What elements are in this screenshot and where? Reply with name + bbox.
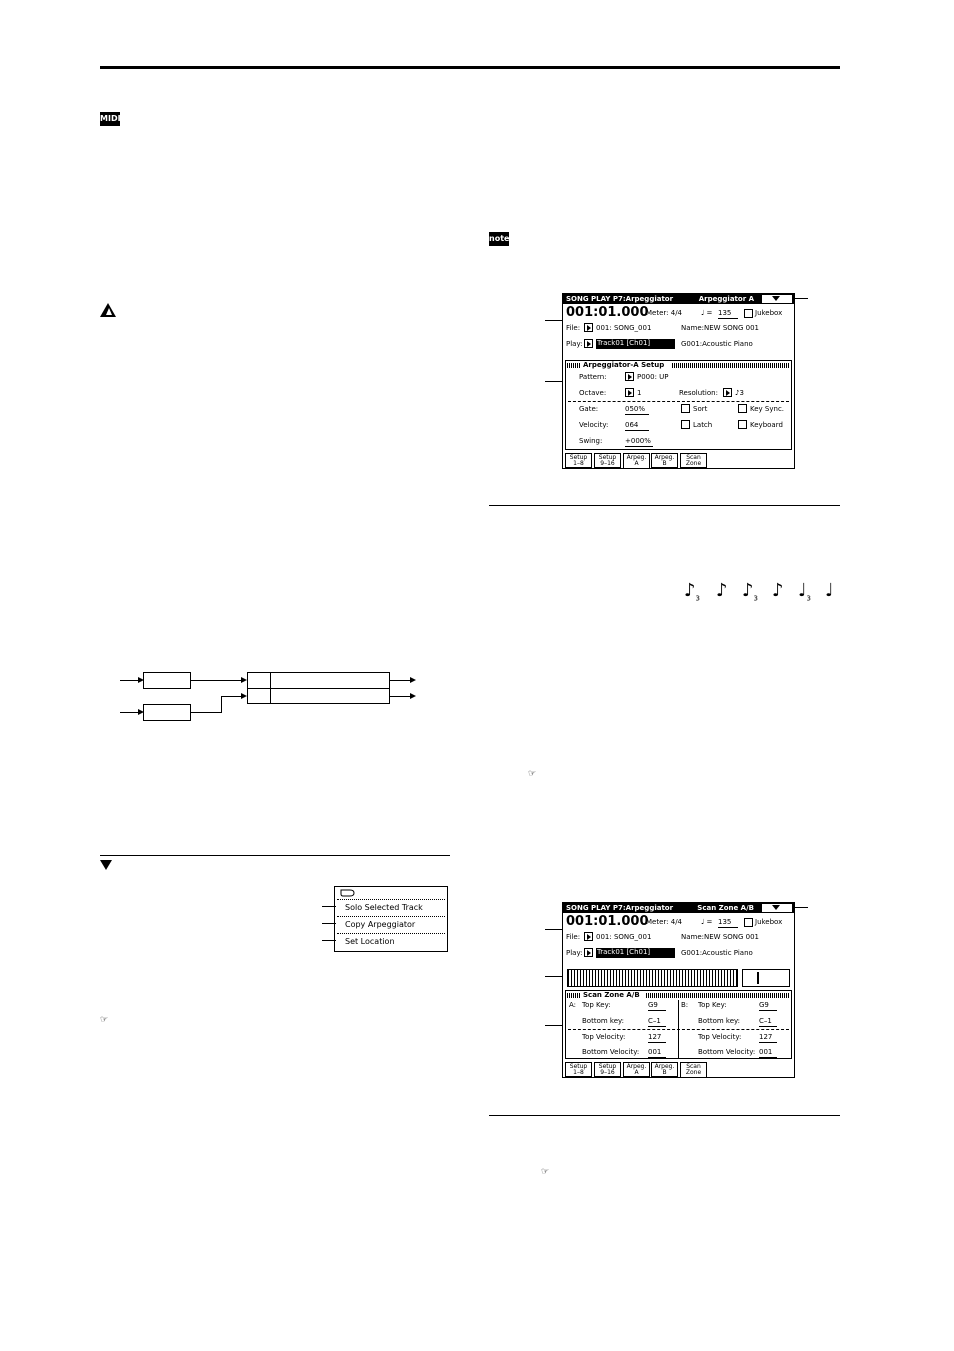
callout-line <box>322 940 336 941</box>
note-sub: 3 <box>695 594 700 603</box>
play-triangle-icon <box>587 325 591 331</box>
callout-line <box>545 320 562 321</box>
resolution-value: ♪3 <box>735 389 744 397</box>
top-key-b-field[interactable]: G9 <box>759 1001 777 1011</box>
tab-label: 1–8 <box>573 460 584 467</box>
top-key-label: Top Key: <box>698 1001 727 1009</box>
down-triangle-icon <box>100 860 112 870</box>
section-title: Arpeggiator-A Setup <box>583 361 665 369</box>
swing-field[interactable]: +000% <box>625 437 653 447</box>
top-velocity-a-field[interactable]: 127 <box>648 1033 666 1043</box>
play-triangle-icon <box>628 390 632 396</box>
pattern-label: Pattern: <box>579 373 607 381</box>
jukebox-checkbox[interactable] <box>744 309 753 318</box>
callout-line <box>545 1025 562 1026</box>
midi-icon: MIDI <box>100 112 120 126</box>
page-menu <box>334 886 448 952</box>
section-title: Scan Zone A/B <box>583 991 640 999</box>
chevron-down-icon <box>772 905 780 910</box>
file-popup-button[interactable] <box>584 932 593 941</box>
song-name: Name:NEW SONG 001 <box>681 933 760 941</box>
page-menu-button[interactable] <box>762 295 792 303</box>
block-arpeggiator-a <box>143 672 191 689</box>
bottom-velocity-label: Bottom Velocity: <box>698 1048 756 1056</box>
tab-label: Scan <box>686 454 701 461</box>
gate-field[interactable]: 050% <box>625 405 649 415</box>
tab-label: Setup <box>569 1063 588 1070</box>
jukebox-label: Jukebox <box>755 309 783 317</box>
key-sync-label: Key Sync. <box>750 405 785 413</box>
top-key-a-field[interactable]: G9 <box>648 1001 666 1011</box>
velocity-marker <box>757 972 759 984</box>
play-triangle-icon <box>587 341 591 347</box>
play-triangle-icon <box>587 934 591 940</box>
warning-icon <box>100 302 116 316</box>
key-sync-checkbox[interactable] <box>738 404 747 413</box>
screen-title: SONG PLAY P7:Arpeggiator <box>566 295 674 303</box>
bottom-key-label: Bottom key: <box>698 1017 741 1025</box>
bottom-key-label: Bottom key: <box>582 1017 625 1025</box>
play-triangle-icon <box>628 374 632 380</box>
chevron-down-icon <box>772 296 780 301</box>
tab-label: Setup <box>569 454 588 461</box>
callout-line <box>322 923 336 924</box>
tab-scan-zone[interactable] <box>680 1062 707 1077</box>
page-name: Arpeggiator A <box>698 295 754 303</box>
tab-label: 1–8 <box>573 1069 584 1076</box>
latch-checkbox[interactable] <box>681 420 690 429</box>
sort-checkbox[interactable] <box>681 404 690 413</box>
track-popup-button[interactable] <box>584 948 593 957</box>
zone-b-label: B: <box>681 1001 689 1009</box>
triplet-eighth-note <box>742 582 758 608</box>
latch-label: Latch <box>693 421 713 429</box>
callout-line <box>793 907 808 908</box>
file-label: File: <box>566 933 581 941</box>
tab-label: B <box>662 460 667 467</box>
quarter-note <box>825 582 834 600</box>
note-glyph: ♩ <box>825 580 834 601</box>
file-value: 001: SONG_001 <box>596 324 652 332</box>
swing-label: Swing: <box>579 437 603 445</box>
callout-line <box>545 929 562 930</box>
top-velocity-label: Top Velocity: <box>698 1033 742 1041</box>
note-glyph: ♪ <box>742 580 754 601</box>
top-key-label: Top Key: <box>582 1001 611 1009</box>
octave-value: 1 <box>637 389 642 397</box>
hatch-decor <box>672 363 790 368</box>
track-select[interactable]: Track01 [Ch01] <box>596 948 675 958</box>
hatch-decor <box>567 363 581 368</box>
top-velocity-b-field[interactable]: 127 <box>759 1033 777 1043</box>
callout-line <box>545 976 562 977</box>
velocity-field[interactable]: 064 <box>625 421 649 431</box>
keyboard-label: Keyboard <box>750 421 783 429</box>
output-arrow-1 <box>410 677 416 683</box>
octave-popup-button[interactable] <box>625 388 634 397</box>
menu-item-solo-selected-track[interactable]: Solo Selected Track <box>345 903 423 912</box>
play-triangle-icon <box>726 390 730 396</box>
screen-title: SONG PLAY P7:Arpeggiator <box>566 904 674 912</box>
page-menu-button[interactable] <box>762 904 792 912</box>
meter-display: Meter: 4/4 <box>646 309 683 317</box>
tab-arpeg-a[interactable] <box>623 1062 650 1077</box>
page-name: Scan Zone A/B <box>697 904 754 912</box>
program-name: G001:Acoustic Piano <box>681 340 753 348</box>
dashed-divider <box>568 1029 789 1030</box>
connector-b-h2 <box>221 696 243 697</box>
menu-hand-icon <box>340 889 356 897</box>
tab-scan-zone[interactable] <box>680 453 707 468</box>
section-rule-left <box>100 855 450 856</box>
tab-label: Scan <box>686 1063 701 1070</box>
location-display[interactable]: 001:01.000 <box>566 914 649 929</box>
keyboard-zone-display <box>567 969 738 987</box>
tab-label: Setup <box>598 454 617 461</box>
jukebox-label: Jukebox <box>755 918 783 926</box>
velocity-zone-display <box>742 969 790 987</box>
reference-icon: ☞ <box>541 1167 550 1177</box>
note-glyph: ♩ <box>798 580 807 601</box>
bottom-key-b-field[interactable]: C–1 <box>759 1017 777 1027</box>
connector-b-v <box>221 696 222 713</box>
lcd-screen-arpeggiator-a <box>562 293 795 469</box>
section-rule-right <box>489 1115 840 1116</box>
output-line-1 <box>390 680 412 681</box>
note-glyph: ♪ <box>772 580 784 601</box>
tab-label: Arpeg. <box>654 1063 675 1070</box>
tab-arpeg-a[interactable] <box>623 453 650 468</box>
output-arrow-2 <box>410 693 416 699</box>
menu-item-set-location[interactable]: Set Location <box>345 937 395 946</box>
note-sub: 3 <box>806 594 811 603</box>
triplet-quarter-note <box>798 582 811 608</box>
keyboard-checkbox[interactable] <box>738 420 747 429</box>
arpeggiator-setup-panel <box>565 360 792 450</box>
hatch-decor <box>646 993 790 998</box>
song-name: Name:NEW SONG 001 <box>681 324 760 332</box>
pattern-popup-button[interactable] <box>625 372 634 381</box>
note-icon: note <box>489 232 509 246</box>
bottom-key-a-field[interactable]: C–1 <box>648 1017 666 1027</box>
output-col-divider <box>270 672 271 704</box>
tempo-field[interactable]: 135 <box>718 309 738 319</box>
eighth-note <box>772 582 784 600</box>
header-rule <box>100 66 840 69</box>
tab-label: Setup <box>598 1063 617 1070</box>
tab-label: Arpeg. <box>626 454 647 461</box>
reference-icon: ☞ <box>528 769 537 779</box>
program-name: G001:Acoustic Piano <box>681 949 753 957</box>
play-label: Play: <box>566 949 583 957</box>
jukebox-checkbox[interactable] <box>744 918 753 927</box>
file-value: 001: SONG_001 <box>596 933 652 941</box>
bottom-velocity-b-field[interactable]: 001 <box>759 1048 777 1058</box>
file-popup-button[interactable] <box>584 323 593 332</box>
tab-arpeg-b[interactable] <box>651 453 678 468</box>
tab-label: 9–16 <box>600 460 615 467</box>
dashed-divider <box>568 401 789 402</box>
output-line-2 <box>390 696 412 697</box>
octave-label: Octave: <box>579 389 607 397</box>
velocity-label: Velocity: <box>579 421 609 429</box>
callout-line <box>322 906 336 907</box>
sort-label: Sort <box>693 405 708 413</box>
output-divider <box>247 688 390 689</box>
gate-label: Gate: <box>579 405 599 413</box>
note-sub: 3 <box>753 594 758 603</box>
input-line-2 <box>120 712 140 713</box>
note-glyph: ♪ <box>716 580 728 601</box>
tab-setup-9-16[interactable] <box>594 1062 621 1077</box>
triplet-sixteenth-note <box>684 582 700 608</box>
connector-b-h <box>191 712 221 713</box>
connector-a <box>191 680 243 681</box>
tab-label: Zone <box>685 1069 702 1076</box>
track-select[interactable]: Track01 [Ch01] <box>596 339 675 349</box>
input-line-1 <box>120 680 140 681</box>
tab-label: Arpeg. <box>626 1063 647 1070</box>
reference-icon: ☞ <box>100 1015 109 1025</box>
hatch-decor <box>567 993 581 998</box>
meter-display: Meter: 4/4 <box>646 918 683 926</box>
tempo-label: ♩ = <box>701 918 713 926</box>
play-triangle-icon <box>587 950 591 956</box>
callout-line <box>545 381 562 382</box>
scan-zone-panel <box>565 990 792 1059</box>
bottom-velocity-label: Bottom Velocity: <box>582 1048 640 1056</box>
menu-separator <box>337 916 445 917</box>
sixteenth-note <box>716 582 728 600</box>
bottom-velocity-a-field[interactable]: 001 <box>648 1048 666 1058</box>
tab-setup-1-8[interactable] <box>565 1062 592 1077</box>
tab-setup-1-8[interactable] <box>565 453 592 468</box>
screen-title-bar <box>563 294 794 304</box>
screen-title-bar <box>563 903 794 913</box>
menu-separator <box>337 899 445 900</box>
location-display[interactable]: 001:01.000 <box>566 305 649 320</box>
play-label: Play: <box>566 340 583 348</box>
tempo-label: ♩ = <box>701 309 713 317</box>
top-velocity-label: Top Velocity: <box>582 1033 626 1041</box>
tab-label: Zone <box>685 460 702 467</box>
callout-line <box>793 298 808 299</box>
tab-label: A <box>634 1069 639 1076</box>
pattern-value: P000: UP <box>637 373 669 381</box>
section-rule-right <box>489 505 840 506</box>
tempo-field[interactable]: 135 <box>718 918 738 928</box>
resolution-popup-button[interactable] <box>723 388 732 397</box>
menu-item-copy-arpeggiator[interactable]: Copy Arpeggiator <box>345 920 416 929</box>
block-arpeggiator-b <box>143 704 191 721</box>
tab-label: B <box>662 1069 667 1076</box>
lcd-screen-scan-zone <box>562 902 795 1078</box>
tab-label: A <box>634 460 639 467</box>
resolution-label: Resolution: <box>679 389 718 397</box>
tab-setup-9-16[interactable] <box>594 453 621 468</box>
tab-arpeg-b[interactable] <box>651 1062 678 1077</box>
track-popup-button[interactable] <box>584 339 593 348</box>
tab-label: Arpeg. <box>654 454 675 461</box>
tab-label: 9–16 <box>600 1069 615 1076</box>
zone-a-label: A: <box>569 1001 577 1009</box>
file-label: File: <box>566 324 581 332</box>
note-glyph: ♪ <box>684 580 696 601</box>
menu-separator <box>337 933 445 934</box>
